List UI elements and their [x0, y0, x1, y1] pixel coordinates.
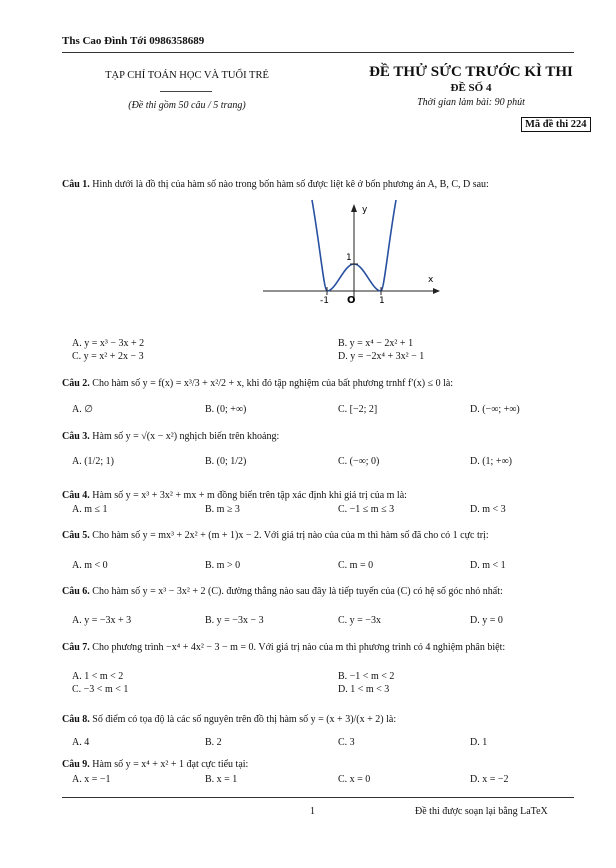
- y-one-label: 1: [346, 253, 352, 263]
- question-8: [62, 713, 582, 726]
- question-label: Câu 7.: [62, 642, 90, 653]
- option-a[interactable]: A. y = x³ − 3x + 2: [72, 338, 145, 349]
- x-axis-arrow-icon: [433, 288, 440, 294]
- option-d[interactable]: D. m < 1: [470, 560, 506, 571]
- option-a[interactable]: A. (1/2; 1): [72, 456, 114, 467]
- option-a[interactable]: A. 1 < m < 2: [72, 671, 124, 682]
- option-d[interactable]: D. 1 < m < 3: [338, 684, 390, 695]
- option-a[interactable]: A. x = −1: [72, 774, 111, 785]
- question-text: Hàm số y = √(x − x²) nghịch biến trên khoảng:: [92, 431, 280, 442]
- option-c[interactable]: C. −1 ≤ m ≤ 3: [338, 504, 395, 515]
- magazine-name: TẠP CHÍ TOÁN HỌC VÀ TUỔI TRẺ: [105, 70, 269, 81]
- author-line: Ths Cao Đình Tới 0986358689: [62, 35, 205, 47]
- y-axis-label: y: [362, 205, 368, 215]
- question-label: Câu 8.: [62, 714, 90, 725]
- option-b[interactable]: B. 2: [205, 737, 222, 748]
- option-c[interactable]: C. 3: [338, 737, 355, 748]
- option-d[interactable]: D. 1: [470, 737, 488, 748]
- exam-time: Thời gian làm bài: 90 phút: [417, 97, 525, 108]
- question-2: [62, 377, 582, 390]
- question-5: [62, 529, 582, 542]
- question-6: [62, 585, 582, 598]
- question-label: Câu 9.: [62, 759, 90, 770]
- y-axis-arrow-icon: [351, 204, 357, 212]
- option-d[interactable]: D. x = −2: [470, 774, 509, 785]
- page-number: 1: [310, 806, 315, 817]
- question-9: [62, 758, 582, 771]
- question-label: Câu 6.: [62, 586, 90, 597]
- question-text: Hàm số y = x⁴ + x² + 1 đạt cực tiểu tại:: [92, 759, 249, 770]
- question-label: Câu 1.: [62, 179, 90, 190]
- option-b[interactable]: B. m > 0: [205, 560, 241, 571]
- question-3: [62, 430, 582, 443]
- option-d[interactable]: D. m < 3: [470, 504, 506, 515]
- question-text: Hình dưới là đồ thị của hàm số nào trong bốn hàm số được liệt kê ở bốn phương án A, B, C, D sau:: [92, 179, 489, 190]
- question-text: Hàm số y = x³ + 3x² + mx + m đồng biến trên tập xác định khi giá trị của m là:: [92, 490, 407, 501]
- option-a[interactable]: A. m < 0: [72, 560, 108, 571]
- question-label: Câu 3.: [62, 431, 90, 442]
- option-b[interactable]: B. x = 1: [205, 774, 238, 785]
- question-label: Câu 2.: [62, 378, 90, 389]
- option-a[interactable]: A. 4: [72, 737, 90, 748]
- question-text: Cho hàm số y = f(x) = x³/3 + x²/2 + x, khi đó tập nghiệm của bất phương trnhf f′(x) ≤ 0 là:: [92, 378, 454, 389]
- footer-divider: [62, 797, 574, 798]
- magazine-divider: [160, 91, 212, 92]
- exam-title: ĐỀ THỬ SỨC TRƯỚC KÌ THI: [369, 64, 573, 80]
- question-text: Cho phương trình −x⁴ + 4x² − 3 − m = 0. Với giá trị nào của m thì phương trình có 4 nghiệm phân biệt:: [92, 642, 506, 653]
- option-c[interactable]: C. (−∞; 0): [338, 456, 380, 467]
- question-7: [62, 641, 582, 654]
- exam-note: (Đề thi gồm 50 câu / 5 trang): [128, 100, 246, 111]
- footer-note: Đề thi được soạn lại bằng LaTeX: [415, 806, 548, 817]
- option-b[interactable]: B. (0; 1/2): [205, 456, 247, 467]
- option-a[interactable]: A. y = −3x + 3: [72, 615, 132, 626]
- option-b[interactable]: B. y = −3x − 3: [205, 615, 264, 626]
- question-4: [62, 489, 582, 502]
- question-1: [62, 178, 582, 191]
- option-c[interactable]: C. m = 0: [338, 560, 374, 571]
- option-c[interactable]: C. [−2; 2]: [338, 404, 378, 415]
- origin-label: O: [347, 295, 356, 306]
- x-pos-one-label: 1: [379, 296, 385, 306]
- x-axis-label: x: [428, 275, 434, 285]
- option-c[interactable]: C. y = x² + 2x − 3: [72, 351, 144, 362]
- option-a[interactable]: A. m ≤ 1: [72, 504, 108, 515]
- question-label: Câu 5.: [62, 530, 90, 541]
- question-text: Số điểm có tọa độ là các số nguyên trên đồ thị hàm số y = (x + 3)/(x + 2) là:: [92, 714, 397, 725]
- option-c[interactable]: C. x = 0: [338, 774, 371, 785]
- question-text: Cho hàm số y = mx³ + 2x² + (m + 1)x − 2. Với giá trị nào của của m thì hàm số đã cho có 1 cực trị:: [92, 530, 489, 541]
- option-b[interactable]: B. (0; +∞): [205, 404, 247, 415]
- option-b[interactable]: B. y = x⁴ − 2x² + 1: [338, 338, 414, 349]
- option-c[interactable]: C. −3 < m < 1: [72, 684, 129, 695]
- option-d[interactable]: D. y = 0: [470, 615, 503, 626]
- exam-number: ĐỀ SỐ 4: [450, 82, 492, 94]
- x-neg-one-label: -1: [320, 296, 329, 306]
- question-label: Câu 4.: [62, 490, 90, 501]
- option-d[interactable]: D. (1; +∞): [470, 456, 512, 467]
- option-d[interactable]: D. y = −2x⁴ + 3x² − 1: [338, 351, 425, 362]
- question-text: Cho hàm số y = x³ − 3x² + 2 (C). đường thẳng nào sau đây là tiếp tuyến của (C) có hệ số góc nhỏ nhất:: [92, 586, 503, 597]
- option-d[interactable]: D. (−∞; +∞): [470, 404, 520, 415]
- exam-code: Mã đề thi 224: [521, 117, 591, 132]
- header-divider: [62, 52, 574, 53]
- option-c[interactable]: C. y = −3x: [338, 615, 381, 626]
- option-a[interactable]: A. ∅: [72, 404, 93, 415]
- option-b[interactable]: B. m ≥ 3: [205, 504, 240, 515]
- function-graph: [258, 196, 448, 308]
- option-b[interactable]: B. −1 < m < 2: [338, 671, 395, 682]
